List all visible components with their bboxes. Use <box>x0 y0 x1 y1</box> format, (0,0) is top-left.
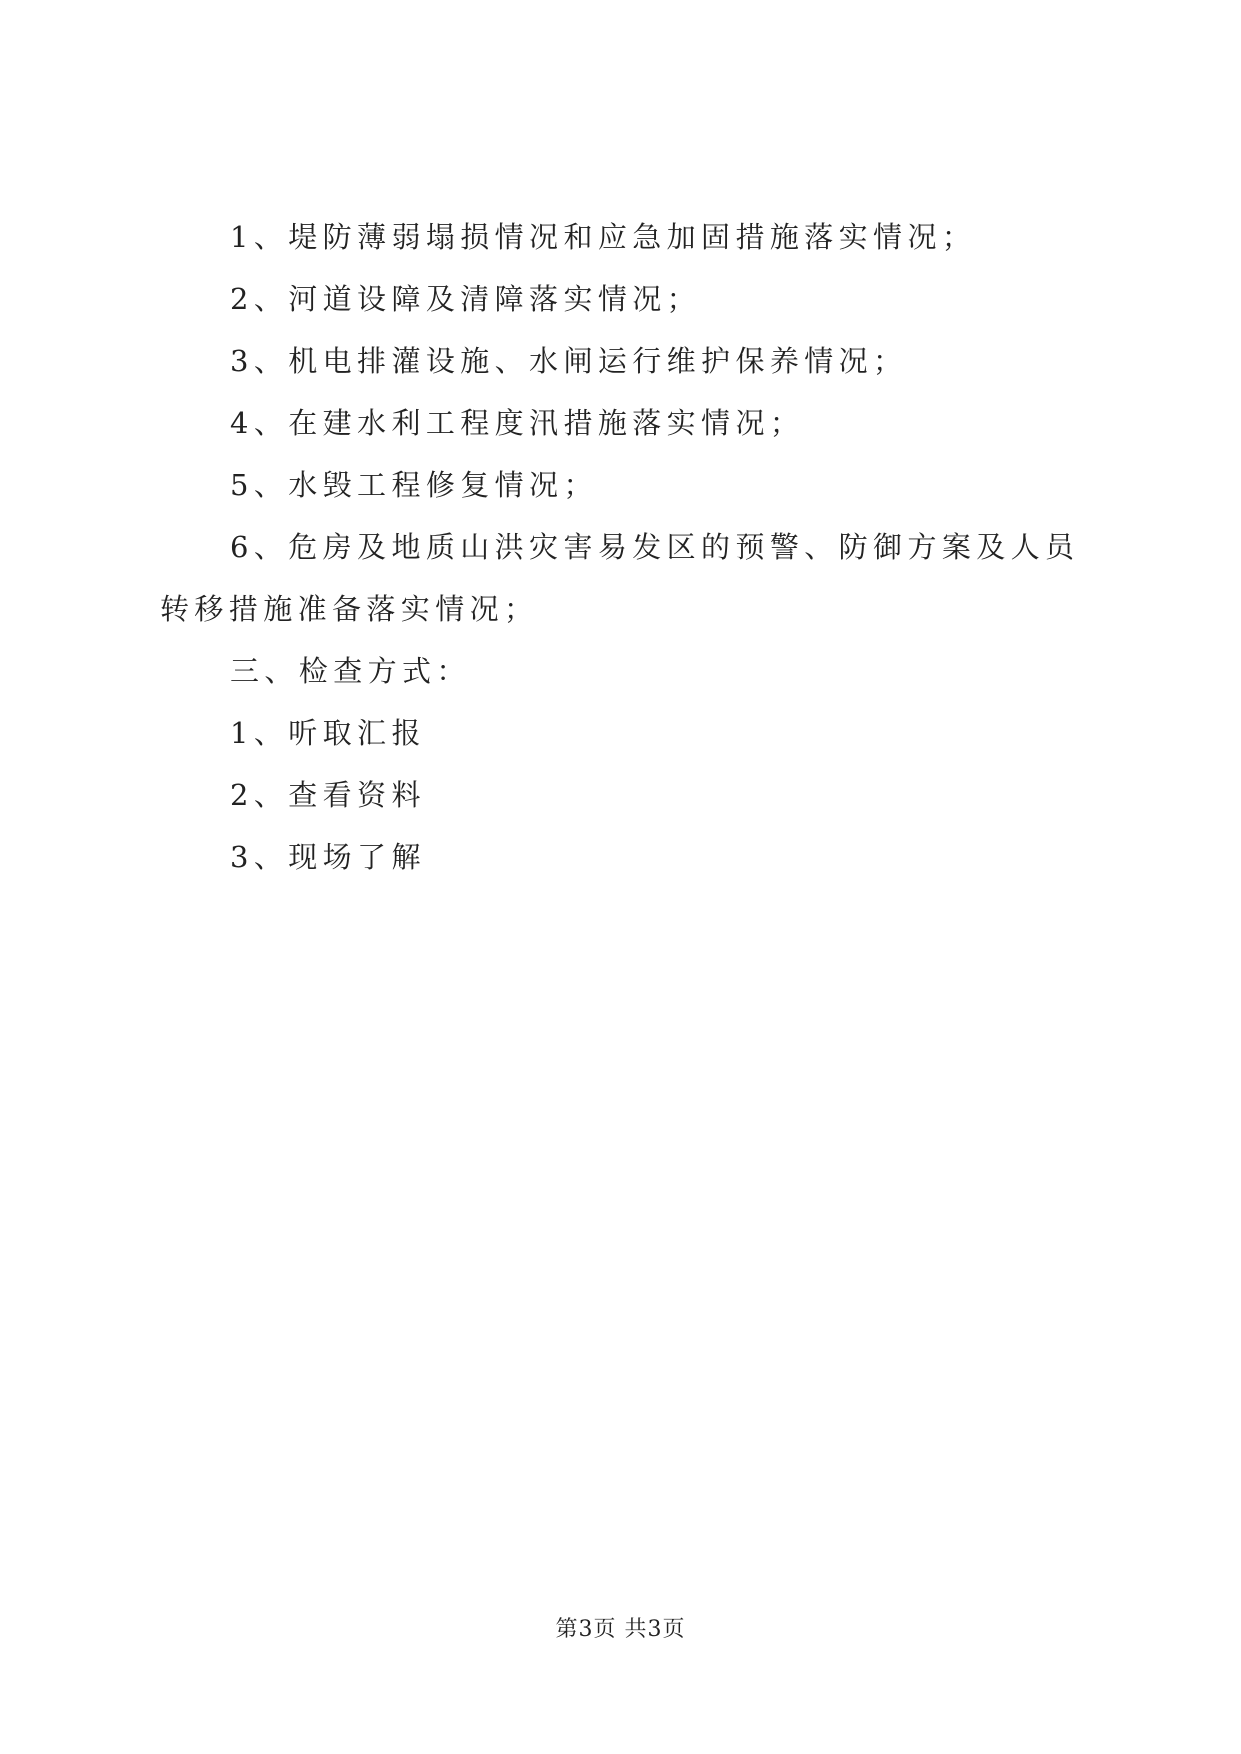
method-item-2: 2、查看资料 <box>230 778 426 812</box>
section-heading-inspection-method: 三、检查方式： <box>230 654 471 688</box>
paragraph-item-4: 4、在建水利工程度汛措施落实情况； <box>230 406 805 440</box>
page-number-footer: 第3页 共3页 <box>555 1617 686 1642</box>
paragraph-item-6: 6、危房及地质山洪灾害易发区的预警、防御方案及人员转移措施准备落实情况； <box>160 530 1080 626</box>
paragraph-item-1: 1、堤防薄弱塌损情况和应急加固措施落实情况； <box>230 220 977 254</box>
paragraph-item-5: 5、水毁工程修复情况； <box>230 468 598 502</box>
paragraph-item-2: 2、河道设障及清障落实情况； <box>230 282 702 316</box>
paragraph-item-3: 3、机电排灌设施、水闸运行维护保养情况； <box>230 344 908 378</box>
method-item-3: 3、现场了解 <box>230 840 426 874</box>
method-item-1: 1、听取汇报 <box>230 716 426 750</box>
